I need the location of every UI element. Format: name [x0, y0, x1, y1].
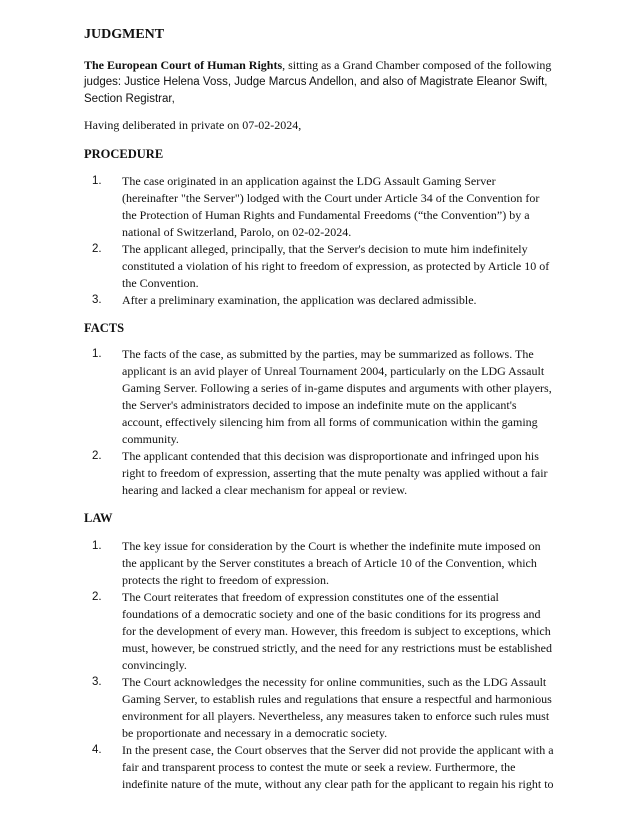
- list-item: [84, 346, 594, 448]
- item-line: In the present case, the Court observes that the Server did not provide the applicant with a: [122, 743, 554, 757]
- item-line: The facts of the case, as submitted by the parties, may be summarized as follows. The: [122, 347, 534, 361]
- list-item: [84, 589, 594, 674]
- item-line: account, effectively silencing him from all forms of communication within the gaming: [122, 415, 538, 429]
- deliberation-line: Having deliberated in private on 07-02-2024,: [84, 118, 302, 132]
- court-name: The European Court of Human Rights: [84, 58, 283, 72]
- item-line: protects the right to freedom of expression.: [122, 573, 329, 587]
- item-line: The applicant alleged, principally, that the Server's decision to mute him indefinitely: [122, 242, 528, 256]
- item-line: right to freedom of expression, asserting that the mute penalty was applied without a fair: [122, 466, 548, 480]
- list-item-number: 2.: [92, 243, 102, 255]
- list-item-number: 1.: [92, 540, 102, 552]
- item-line: fair and transparent process to contest the mute or seek a review. Furthermore, the: [122, 760, 516, 774]
- item-line: the applicant by the Server constitutes a breach of Article 10 of the Convention, which: [122, 556, 537, 570]
- item-line: hearing and lacked a clear mechanism for appeal or review.: [122, 483, 408, 497]
- item-line: (hereinafter "the Server") lodged with the Court under Article 34 of the Convention for: [122, 191, 540, 205]
- list-item: [84, 448, 594, 499]
- list-item-number: 3.: [92, 294, 102, 306]
- item-line: After a preliminary examination, the application was declared admissible.: [122, 293, 477, 307]
- item-line: Gaming Server. Following a series of in-game disputes and arguments with other players,: [122, 381, 552, 395]
- list-item: [84, 292, 594, 309]
- composition-text: , sitting as a Grand Chamber composed of the following: [282, 58, 552, 72]
- intro-paragraph: [84, 57, 594, 108]
- item-line: be proportionate and necessary in a democratic society.: [122, 726, 388, 740]
- item-line: foundations of a democratic society and one of the basic conditions for its progress and: [122, 607, 541, 621]
- procedure-list: [84, 173, 594, 309]
- item-line: must, however, be construed strictly, and the need for any restrictions must be established: [122, 641, 552, 655]
- list-item: [84, 742, 594, 793]
- list-item: [84, 538, 594, 589]
- item-line: the Server's administrators decided to impose an indefinite mute on the applicant's: [122, 398, 517, 412]
- document-title: JUDGMENT: [84, 27, 165, 42]
- item-line: the Convention.: [122, 276, 199, 290]
- section-heading-law: LAW: [84, 511, 113, 525]
- facts-list: [84, 346, 594, 499]
- list-item-number: 1.: [92, 348, 102, 360]
- section-heading-procedure: PROCEDURE: [84, 147, 164, 161]
- item-line: constituted a violation of his right to freedom of expression, as protected by Article 10 of: [122, 259, 550, 273]
- item-line: for the development of every man. However, this freedom is subject to exceptions, which: [122, 624, 551, 638]
- list-item: [84, 674, 594, 742]
- item-line: The case originated in an application against the LDG Assault Gaming Server: [122, 174, 496, 188]
- list-item-number: 2.: [92, 591, 102, 603]
- item-line: The key issue for consideration by the Court is whether the indefinite mute imposed on: [122, 539, 541, 553]
- item-line: indefinite nature of the mute, without any clear path for the applicant to regain his right to: [122, 777, 554, 791]
- list-item-number: 2.: [92, 450, 102, 462]
- item-line: Gaming Server, to establish rules and regulations that ensure a respectful and harmonious: [122, 692, 552, 706]
- list-item-number: 4.: [92, 744, 102, 756]
- item-line: The Court reiterates that freedom of expression constitutes one of the essential: [122, 590, 499, 604]
- section-heading-facts: FACTS: [84, 321, 125, 335]
- judges-line: judges: Justice Helena Voss, Judge Marcus Andellon, and also of Magistrate Eleanor Swift,: [84, 76, 548, 88]
- item-line: The Court acknowledges the necessity for online communities, such as the LDG Assault: [122, 675, 547, 689]
- item-line: applicant is an avid player of Unreal Tournament 2004, particularly on the LDG Assault: [122, 364, 545, 378]
- law-list: [84, 538, 594, 793]
- item-line: the Protection of Human Rights and Fundamental Freedoms (“the Convention”) by a: [122, 208, 530, 222]
- item-line: community.: [122, 432, 179, 446]
- registrar-line: Section Registrar,: [84, 93, 175, 105]
- list-item-number: 3.: [92, 676, 102, 688]
- item-line: convincingly.: [122, 658, 187, 672]
- intro-line-1: [84, 57, 594, 74]
- list-item: [84, 173, 594, 241]
- item-line: The applicant contended that this decision was disproportionate and infringed upon his: [122, 449, 539, 463]
- item-line: national of Switzerland, Parolo, on 02-02-2024.: [122, 225, 352, 239]
- list-item-number: 1.: [92, 175, 102, 187]
- item-line: environment for all players. Nevertheless, any measures taken to enforce such rules must: [122, 709, 550, 723]
- list-item: [84, 241, 594, 292]
